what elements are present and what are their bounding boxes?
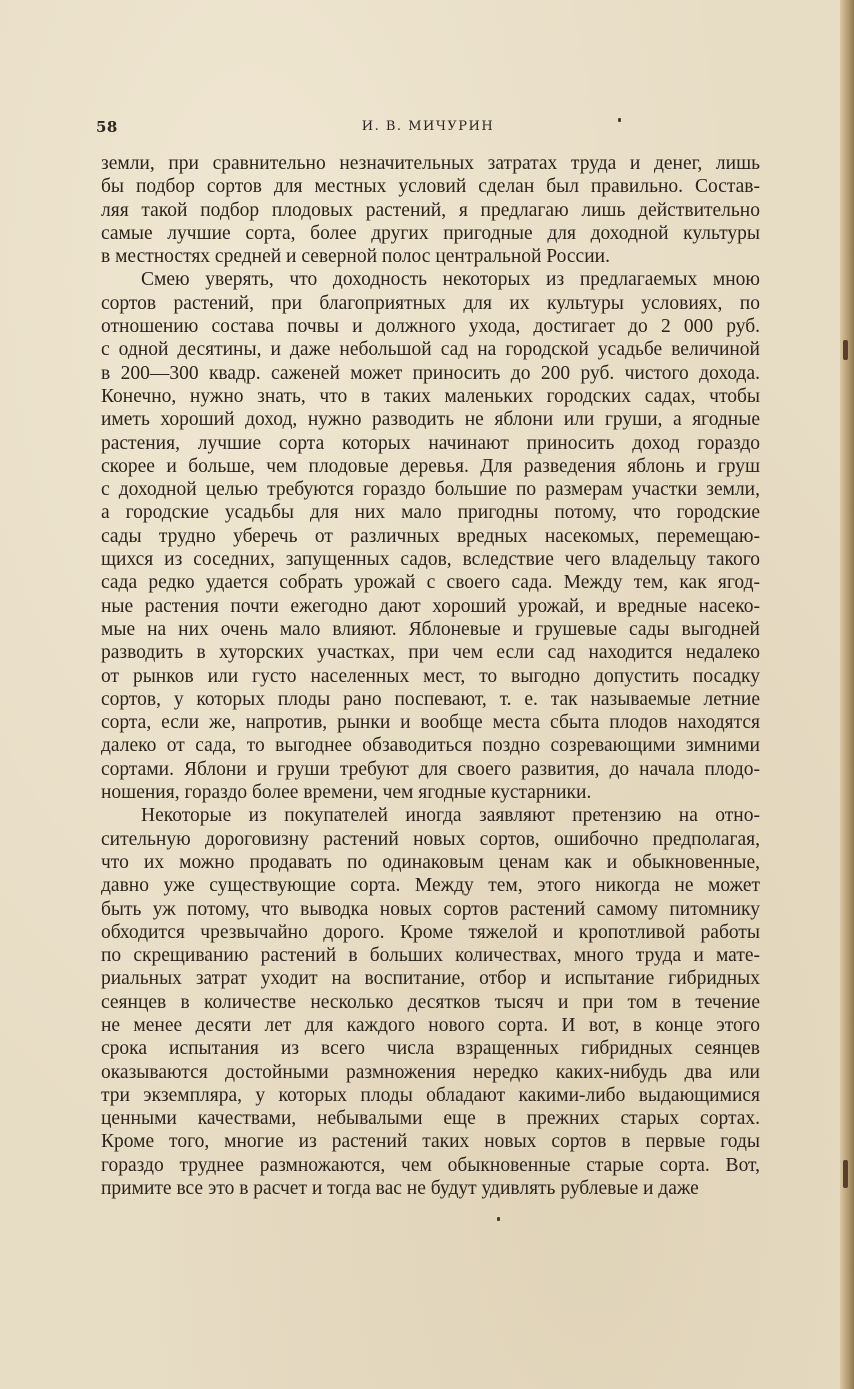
text-line: отношению состава почвы и должного ухода, достигает до 2 000 руб. bbox=[101, 316, 760, 338]
text-line: обходится чрезвычайно дорого. Кроме тяжелой и кропотливой работы bbox=[101, 921, 760, 943]
text-line: Некоторые из покупателей иногда заявляют претензию на отно- bbox=[141, 805, 760, 827]
text-line: самые лучшие сорта, более других пригодные для доходной культуры bbox=[101, 222, 760, 244]
text-line: сорта, если же, напротив, рынки и вообще места сбыта плодов находятся bbox=[101, 712, 760, 734]
text-line: бы подбор сортов для местных условий сделан был правильно. Состав- bbox=[101, 176, 760, 198]
edge-mark bbox=[843, 340, 848, 360]
text-line: быть уж потому, что выводка новых сортов растений самому питомнику bbox=[101, 898, 760, 920]
text-line: Кроме того, многие из растений таких новых сортов в первые годы bbox=[101, 1131, 760, 1153]
text-line: ношения, гораздо более времени, чем ягодные кустарники. bbox=[101, 782, 592, 804]
text-line: иметь хороший доход, нужно разводить не яблони или груши, а ягодные bbox=[101, 409, 760, 431]
text-line: Смею уверять, что доходность некоторых из предлагаемых мною bbox=[141, 269, 760, 291]
text-line: не менее десяти лет для каждого нового сорта. И вот, в конце этого bbox=[101, 1014, 760, 1036]
text-line: от рынков или густо населенных мест, то выгодно допустить посадку bbox=[101, 665, 760, 687]
body-text bbox=[101, 152, 760, 1200]
text-line: ные растения почти ежегодно дают хороший урожай, и вредные насеко- bbox=[101, 595, 760, 617]
text-line: сортами. Яблони и груши требуют для своего развития, до начала плодо- bbox=[101, 758, 760, 780]
text-line: давно уже существующие сорта. Между тем, этого никогда не может bbox=[101, 875, 760, 897]
text-line: оказываются достойными размножения нередко каких-нибудь два или bbox=[101, 1061, 760, 1083]
text-line: скорее и больше, чем плодовые деревья. Для разведения яблонь и груш bbox=[101, 455, 760, 477]
text-line: Конечно, нужно знать, что в таких маленьких городских садах, чтобы bbox=[101, 385, 760, 407]
text-line: ляя такой подбор плодовых растений, я предлагаю лишь действительно bbox=[101, 199, 760, 221]
text-line: по скрещиванию растений в больших количествах, много труда и мате- bbox=[101, 945, 760, 967]
text-line: три экземпляра, у которых плоды обладают какими-либо выдающимися bbox=[101, 1084, 760, 1106]
text-line: сеянцев в количестве несколько десятков тысяч и при том в течение bbox=[101, 991, 760, 1013]
print-speck bbox=[497, 1217, 500, 1221]
text-line: в 200—300 квадр. саженей может приносить до 200 руб. чистого дохода. bbox=[101, 362, 760, 384]
text-line: риальных затрат уходит на воспитание, отбор и испытание гибридных bbox=[101, 968, 760, 990]
paragraph-1 bbox=[101, 152, 760, 268]
paragraph-2 bbox=[101, 268, 760, 804]
text-line: с доходной целью требуются гораздо большие по размерам участки земли, bbox=[101, 479, 760, 501]
text-line: в местностях средней и северной полос центральной России. bbox=[101, 246, 610, 268]
text-line: далеко от сада, то выгоднее обзаводиться поздно созревающими зимними bbox=[101, 735, 760, 757]
page-number: 58 bbox=[96, 118, 118, 136]
text-line: сада редко удается собрать урожай с своего сада. Между тем, как ягод- bbox=[101, 572, 760, 594]
text-line: щихся из соседних, запущенных садов, вследствие чего владельцу такого bbox=[101, 549, 760, 571]
text-line: срока испытания из всего числа взращенных гибридных сеянцев bbox=[101, 1038, 760, 1060]
edge-mark bbox=[843, 1160, 848, 1188]
running-head: И. В. МИЧУРИН bbox=[361, 119, 495, 134]
page-header bbox=[96, 118, 760, 140]
text-line: с одной десятины, и даже небольшой сад на городской усадьбе величиной bbox=[101, 339, 760, 361]
text-line: ценными качествами, небывалыми еще в прежних старых сортах. bbox=[101, 1108, 760, 1130]
text-line: сортов растений, при благоприятных для их культуры условиях, по bbox=[101, 292, 760, 314]
text-line: разводить в хуторских участках, при чем если сад находится недалеко bbox=[101, 642, 760, 664]
text-line: примите все это в расчет и тогда вас не будут удивлять рублевые и даже bbox=[101, 1178, 699, 1200]
text-line: сортов, у которых плоды рано поспевают, т. е. так называемые летние bbox=[101, 688, 760, 710]
text-line: растения, лучшие сорта которых начинают приносить доход гораздо bbox=[101, 432, 760, 454]
text-line: земли, при сравнительно незначительных затратах труда и денег, лишь bbox=[101, 153, 760, 174]
paragraph-3 bbox=[101, 804, 760, 1200]
text-line: гораздо труднее размножаются, чем обыкновенные старые сорта. Вот, bbox=[101, 1154, 760, 1176]
text-line: а городские усадьбы для них мало пригодны потому, что городские bbox=[101, 502, 760, 524]
text-line: мые на них очень мало влияют. Яблоневые и грушевые сады выгодней bbox=[101, 618, 760, 640]
text-line: сительную дороговизну растений новых сортов, ошибочно предполагая, bbox=[101, 828, 760, 850]
text-line: сады трудно уберечь от различных вредных насекомых, перемещаю- bbox=[101, 525, 760, 547]
print-speck bbox=[618, 118, 621, 122]
text-line: что их можно продавать по одинаковым ценам как и обыкновенные, bbox=[101, 851, 760, 873]
